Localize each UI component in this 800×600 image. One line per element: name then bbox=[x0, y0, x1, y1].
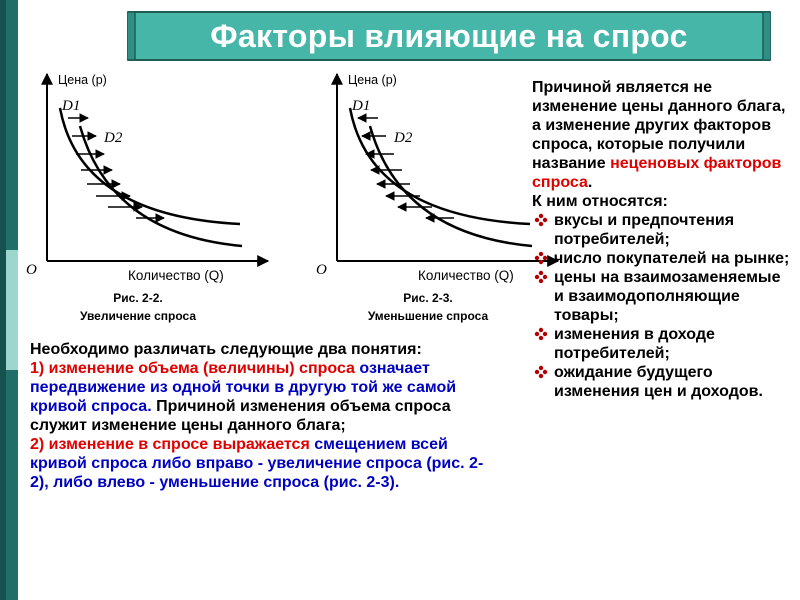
figure-number: Рис. 2-2. bbox=[113, 291, 163, 305]
intro-paragraph: Причиной является не изменение цены данного блага, а изменение других факторов спроса, которые получили название неценовых факторов спроса. bbox=[532, 79, 786, 191]
concept-1-term: 1) изменение объема (величины) спроса bbox=[30, 360, 355, 377]
curve-d1-label: D1 bbox=[352, 98, 371, 114]
list-item: число покупателей на рынке; bbox=[532, 249, 794, 268]
diamond-bullet-icon bbox=[534, 213, 548, 227]
diamond-bullet-icon bbox=[534, 270, 548, 284]
figure-caption: Увеличение спроса bbox=[79, 309, 197, 323]
y-axis-label: Цена (p) bbox=[58, 73, 107, 87]
highlight-non-price-factors: неценовых факторов спроса bbox=[532, 155, 782, 191]
curve-d2-label: D2 bbox=[394, 130, 413, 146]
figure-caption: Уменьшение спроса bbox=[367, 309, 489, 323]
list-item: вкусы и предпочтения потребителей; bbox=[532, 211, 794, 249]
diamond-bullet-icon bbox=[534, 365, 548, 379]
concepts-explanation bbox=[30, 340, 500, 492]
concept-2 bbox=[30, 435, 500, 492]
factors-list bbox=[532, 211, 794, 401]
graph-demand-increase bbox=[18, 66, 278, 326]
left-decoration bbox=[0, 0, 18, 600]
origin-label: O bbox=[316, 262, 327, 278]
curve-d1 bbox=[60, 108, 240, 224]
origin-label: O bbox=[26, 262, 37, 278]
curve-d1-label: D1 bbox=[62, 98, 81, 114]
concept-1-definition: означает передвижение из одной точки в другую той же самой кривой спроса. bbox=[30, 360, 457, 415]
x-axis-label: Количество (Q) bbox=[128, 268, 224, 283]
concepts-heading: Необходимо различать следующие два понятия: bbox=[30, 341, 422, 358]
diamond-bullet-icon bbox=[534, 327, 548, 341]
concept-2-definition: смещением всей кривой спроса либо вправо - увеличение спроса (рис. 2-2), либо влево - уменьшение спроса (рис. 2-3). bbox=[30, 436, 484, 491]
list-item: ожидание будущего изменения цен и доходов. bbox=[532, 363, 794, 401]
concept-1-cause: Причиной изменения объема спроса служит изменение цены данного блага; bbox=[30, 398, 451, 434]
list-item: цены на взаимозаменяемые и взаимодополняющие товары; bbox=[532, 268, 794, 325]
diamond-bullet-icon bbox=[534, 251, 548, 265]
list-item: изменения в доходе потребителей; bbox=[532, 325, 794, 363]
x-axis-label: Количество (Q) bbox=[418, 268, 514, 283]
non-price-factors-panel bbox=[532, 78, 794, 401]
graph-demand-decrease bbox=[308, 66, 568, 326]
figure-number: Рис. 2-3. bbox=[403, 291, 453, 305]
curve-d1 bbox=[350, 108, 530, 224]
y-axis-label: Цена (p) bbox=[348, 73, 397, 87]
list-heading: К ним относятся: bbox=[532, 193, 668, 210]
page-title: Факторы влияющие на спрос bbox=[210, 17, 688, 54]
curve-d2-label: D2 bbox=[104, 130, 123, 146]
concept-1 bbox=[30, 359, 500, 435]
concept-2-term: 2) изменение в спросе выражается bbox=[30, 436, 310, 453]
